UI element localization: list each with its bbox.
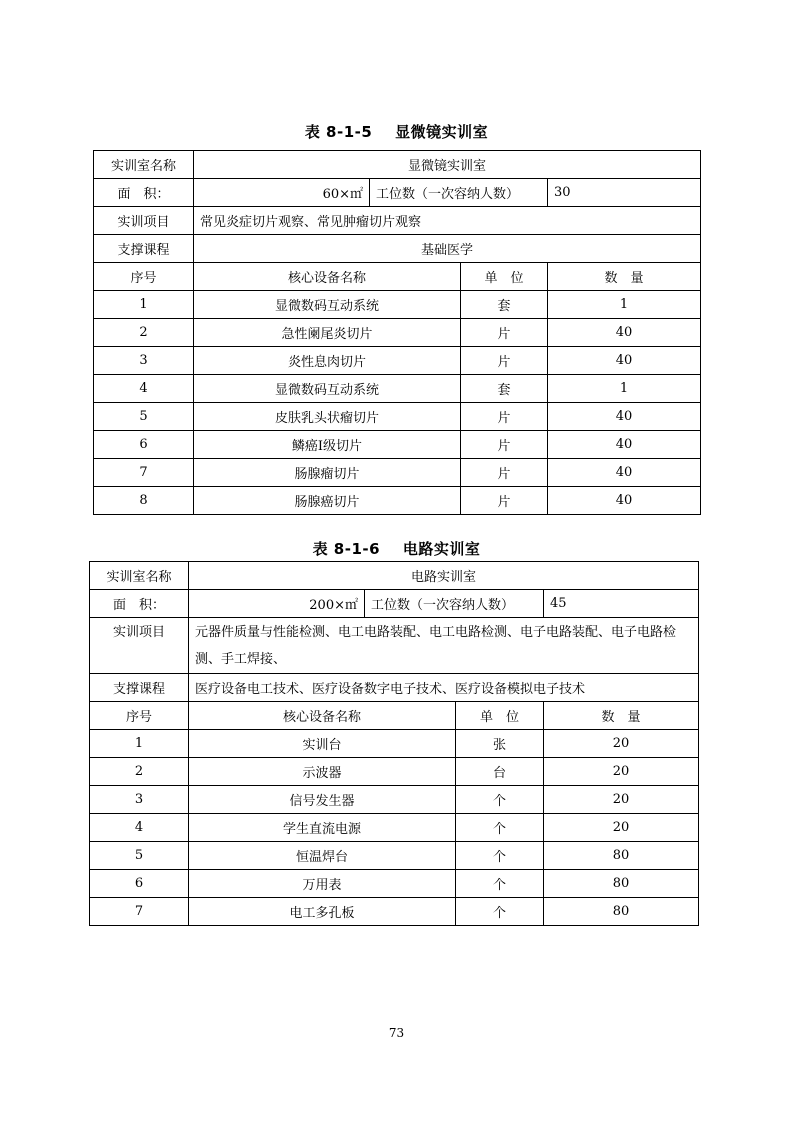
project-label: 实训项目: [94, 207, 194, 235]
row-unit: 台: [456, 758, 544, 786]
row-qty: 1: [548, 375, 701, 403]
lab-name-row: [90, 562, 699, 590]
row-no: 1: [90, 730, 189, 758]
row-qty: 40: [548, 403, 701, 431]
row-unit: 片: [461, 319, 548, 347]
table-row: [94, 291, 701, 319]
course-row: [90, 674, 699, 702]
row-no: 8: [94, 487, 194, 515]
row-equipment: 急性阑尾炎切片: [194, 319, 461, 347]
row-unit: 片: [461, 347, 548, 375]
table-row: [94, 403, 701, 431]
row-unit: 片: [461, 431, 548, 459]
table-row: [90, 842, 699, 870]
row-no: 1: [94, 291, 194, 319]
table-caption: 表 8-1-6 电路实训室: [312, 540, 481, 558]
row-unit: 片: [461, 459, 548, 487]
header-no: 序号: [90, 702, 189, 730]
row-no: 2: [94, 319, 194, 347]
row-equipment: 显微数码互动系统: [194, 375, 461, 403]
row-no: 6: [90, 870, 189, 898]
table-row: [94, 347, 701, 375]
table-row: [94, 431, 701, 459]
header-equipment: 核心设备名称: [194, 263, 461, 291]
row-qty: 40: [548, 487, 701, 515]
row-unit: 个: [456, 870, 544, 898]
header-no: 序号: [94, 263, 194, 291]
circuit-lab-table: [89, 561, 699, 926]
header-row: [90, 702, 699, 730]
row-unit: 张: [456, 730, 544, 758]
table-row: [94, 487, 701, 515]
row-no: 4: [94, 375, 194, 403]
project-value: 元器件质量与性能检测、电工电路装配、电工电路检测、电子电路装配、电子电路检测、手工焊接、: [189, 618, 699, 674]
project-row: [94, 207, 701, 235]
capacity-label: 工位数（一次容纳人数）: [370, 179, 548, 207]
row-qty: 20: [544, 730, 699, 758]
row-equipment: 显微数码互动系统: [194, 291, 461, 319]
row-unit: 个: [456, 786, 544, 814]
table-row: [94, 319, 701, 347]
table-row: [94, 375, 701, 403]
row-equipment: 万用表: [189, 870, 456, 898]
course-value: 医疗设备电工技术、医疗设备数字电子技术、医疗设备模拟电子技术: [189, 674, 699, 702]
table-caption: 表 8-1-5 显微镜实训室: [304, 123, 489, 141]
row-unit: 套: [461, 291, 548, 319]
row-no: 2: [90, 758, 189, 786]
row-unit: 片: [461, 403, 548, 431]
row-qty: 40: [548, 431, 701, 459]
header-equipment: 核心设备名称: [189, 702, 456, 730]
row-qty: 20: [544, 786, 699, 814]
table-row: [90, 786, 699, 814]
page-number: 73: [388, 1026, 405, 1040]
area-value: 200×㎡: [189, 590, 365, 618]
header-qty: 数 量: [548, 263, 701, 291]
capacity-value: 30: [548, 179, 701, 207]
table-row: [90, 814, 699, 842]
header-row: [94, 263, 701, 291]
table-row: [94, 459, 701, 487]
row-equipment: 示波器: [189, 758, 456, 786]
row-qty: 80: [544, 870, 699, 898]
row-equipment: 鳞癌Ⅰ级切片: [194, 431, 461, 459]
row-qty: 40: [548, 319, 701, 347]
project-value: 常见炎症切片观察、常见肿瘤切片观察: [194, 207, 701, 235]
table-row: [90, 730, 699, 758]
area-label: 面 积：: [90, 590, 189, 618]
row-equipment: 实训台: [189, 730, 456, 758]
row-equipment: 肠腺瘤切片: [194, 459, 461, 487]
row-equipment: 信号发生器: [189, 786, 456, 814]
area-label: 面 积：: [94, 179, 194, 207]
row-unit: 个: [456, 842, 544, 870]
row-unit: 片: [461, 487, 548, 515]
header-qty: 数 量: [544, 702, 699, 730]
row-no: 5: [90, 842, 189, 870]
row-no: 4: [90, 814, 189, 842]
lab-name-label: 实训室名称: [90, 562, 189, 590]
row-qty: 80: [544, 898, 699, 926]
row-equipment: 肠腺癌切片: [194, 487, 461, 515]
row-unit: 套: [461, 375, 548, 403]
row-no: 6: [94, 431, 194, 459]
row-no: 5: [94, 403, 194, 431]
row-equipment: 恒温焊台: [189, 842, 456, 870]
row-equipment: 电工多孔板: [189, 898, 456, 926]
capacity-label: 工位数（一次容纳人数）: [365, 590, 544, 618]
row-equipment: 学生直流电源: [189, 814, 456, 842]
lab-name-label: 实训室名称: [94, 151, 194, 179]
lab-name-row: [94, 151, 701, 179]
row-no: 7: [90, 898, 189, 926]
header-unit: 单 位: [456, 702, 544, 730]
capacity-value: 45: [544, 590, 699, 618]
lab-name-value: 电路实训室: [189, 562, 699, 590]
row-qty: 1: [548, 291, 701, 319]
row-no: 7: [94, 459, 194, 487]
row-qty: 20: [544, 758, 699, 786]
header-unit: 单 位: [461, 263, 548, 291]
table-row: [90, 758, 699, 786]
row-no: 3: [94, 347, 194, 375]
area-value: 60×㎡: [194, 179, 370, 207]
row-equipment: 皮肤乳头状瘤切片: [194, 403, 461, 431]
row-qty: 20: [544, 814, 699, 842]
course-label: 支撑课程: [90, 674, 189, 702]
row-equipment: 炎性息肉切片: [194, 347, 461, 375]
area-row: [94, 179, 701, 207]
project-label: 实训项目: [90, 618, 189, 674]
row-qty: 80: [544, 842, 699, 870]
row-qty: 40: [548, 459, 701, 487]
row-qty: 40: [548, 347, 701, 375]
course-label: 支撑课程: [94, 235, 194, 263]
table-row: [90, 898, 699, 926]
course-value: 基础医学: [194, 235, 701, 263]
row-no: 3: [90, 786, 189, 814]
microscope-lab-table: [93, 150, 701, 515]
row-unit: 个: [456, 814, 544, 842]
table-row: [90, 870, 699, 898]
area-row: [90, 590, 699, 618]
course-row: [94, 235, 701, 263]
row-unit: 个: [456, 898, 544, 926]
project-row: [90, 618, 699, 674]
lab-name-value: 显微镜实训室: [194, 151, 701, 179]
